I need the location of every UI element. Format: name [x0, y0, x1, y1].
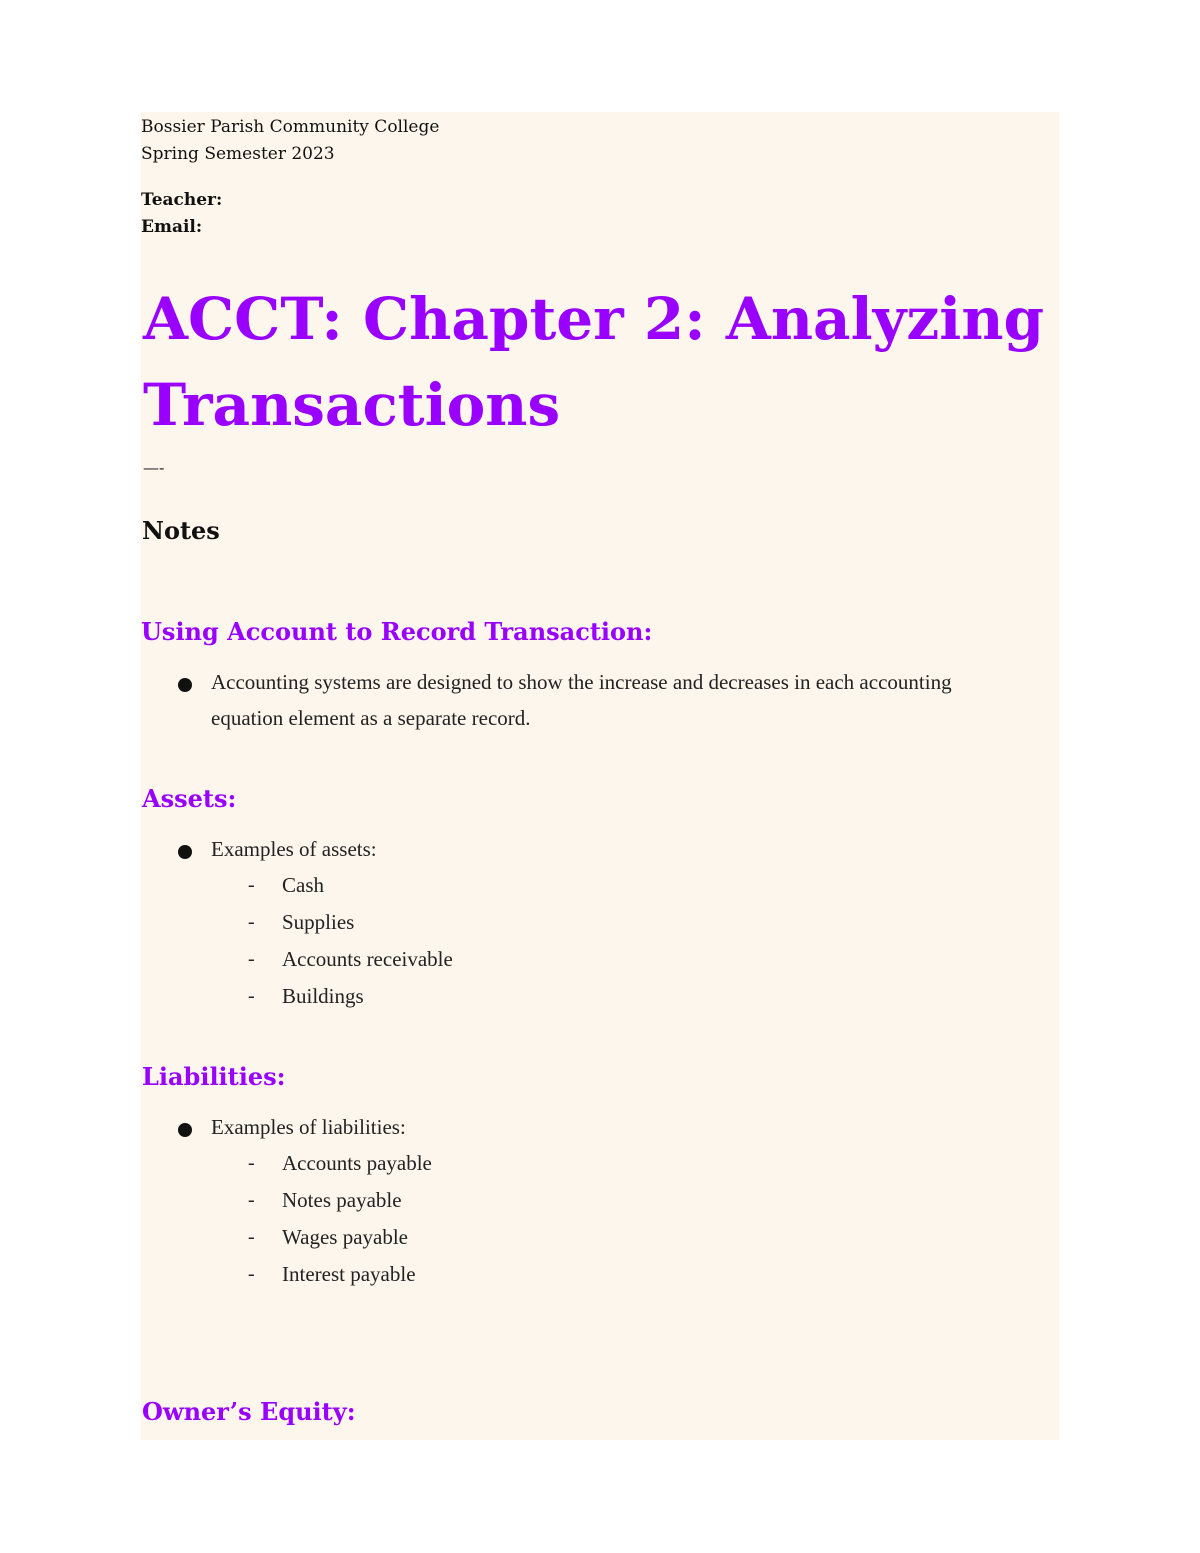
page-title-line-1: ACCT: Chapter 2: Analyzing: [143, 285, 1045, 353]
bullet-text-line-2: equation element as a separate record.: [211, 706, 531, 730]
liabilities-bullet-text: Examples of liabilities:: [211, 1115, 406, 1139]
asset-item: Buildings: [282, 984, 364, 1008]
bullet-icon: [178, 678, 192, 692]
section-heading-liabilities: Liabilities:: [142, 1062, 286, 1091]
email-label: Email:: [141, 217, 203, 237]
institution-name: Bossier Parish Community College: [141, 117, 440, 137]
liability-item: Notes payable: [282, 1188, 402, 1212]
asset-item: Cash: [282, 873, 324, 897]
assets-bullet-text: Examples of assets:: [211, 837, 377, 861]
asset-item: Supplies: [282, 910, 355, 934]
section-heading-owners-equity: Owner’s Equity:: [142, 1397, 356, 1426]
page-title-line-2: Transactions: [143, 371, 561, 439]
notes-heading: Notes: [142, 516, 220, 545]
liability-item: Wages payable: [282, 1225, 408, 1249]
teacher-label: Teacher:: [141, 190, 223, 210]
dash-marker: -: [248, 911, 255, 933]
section-heading-using-account: Using Account to Record Transaction:: [141, 617, 653, 646]
liability-item: Accounts payable: [282, 1151, 432, 1175]
dash-marker: -: [248, 1226, 255, 1248]
dash-marker: -: [248, 1152, 255, 1174]
dash-marker: -: [248, 874, 255, 896]
dash-marker: -: [248, 1263, 255, 1285]
section-heading-assets: Assets:: [142, 784, 237, 813]
divider-dash: —-: [143, 458, 165, 477]
liability-item: Interest payable: [282, 1262, 416, 1286]
bullet-icon: [178, 845, 192, 859]
bullet-icon: [178, 1123, 192, 1137]
asset-item: Accounts receivable: [282, 947, 453, 971]
dash-marker: -: [248, 1189, 255, 1211]
bullet-text-line-1: Accounting systems are designed to show the increase and decreases in each accounting: [211, 670, 952, 694]
dash-marker: -: [248, 948, 255, 970]
dash-marker: -: [248, 985, 255, 1007]
semester-text: Spring Semester 2023: [141, 144, 335, 164]
